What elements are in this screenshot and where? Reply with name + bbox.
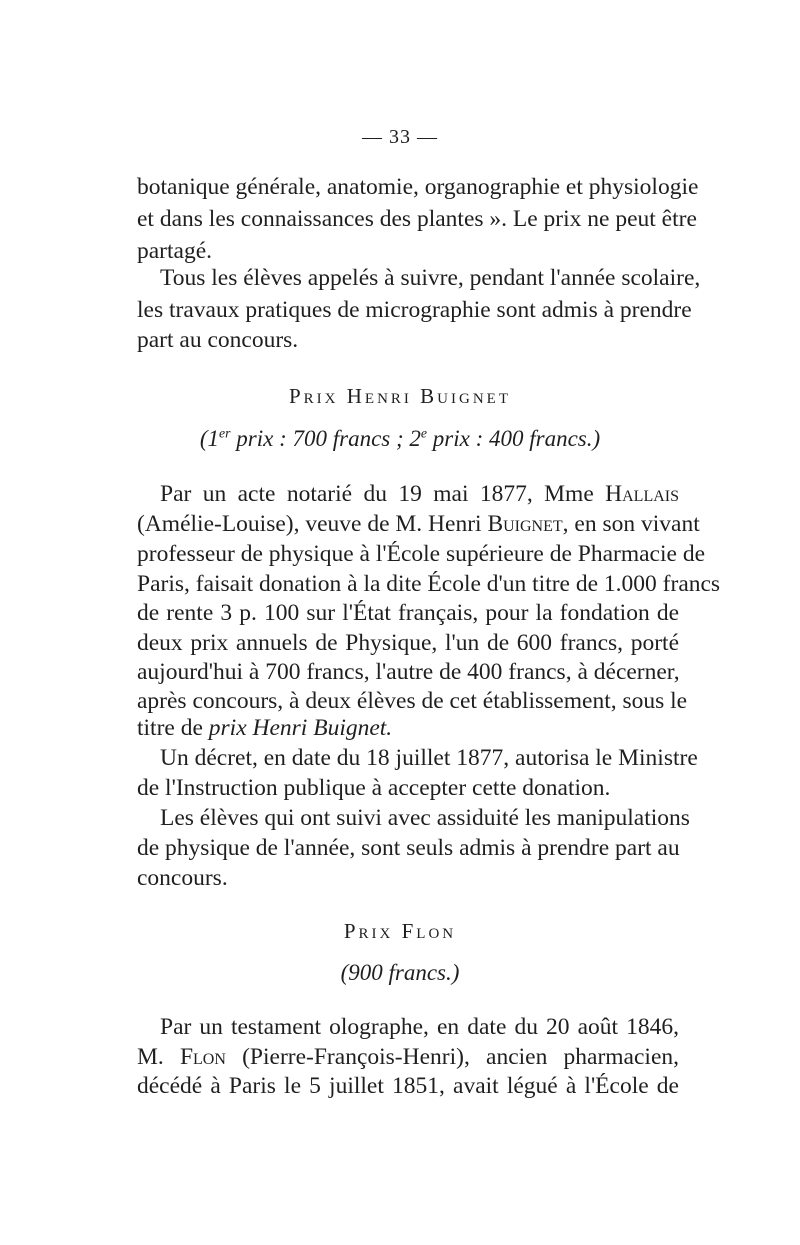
paragraph-line: Par un acte notarié du 19 mai 1877, Mme Hallais: [160, 481, 679, 507]
paragraph-line: et dans les connaissances des plantes ». Le prix ne peut être: [137, 206, 697, 232]
paragraph-line: Par un testament olographe, en date du 20 août 1846,: [160, 1014, 679, 1040]
section-heading-flon: Prix Flon: [343, 919, 457, 943]
paragraph-line: après concours, à deux élèves de cet établissement, sous le: [137, 688, 688, 714]
paragraph-line: partagé.: [137, 238, 213, 264]
paragraph-line: de rente 3 p. 100 sur l'État français, pour la fondation de: [137, 600, 679, 626]
paragraph-line: de physique de l'année, sont seuls admis à prendre part au: [137, 835, 680, 861]
paragraph-line: de l'Instruction publique à accepter cette donation.: [137, 775, 611, 801]
paragraph-line: (Amélie-Louise), veuve de M. Henri Buignet, en son vivant: [137, 511, 700, 537]
paragraph-line: Les élèves qui ont suivi avec assiduité les manipulations: [160, 805, 690, 831]
paragraph-line: Un décret, en date du 18 juillet 1877, autorisa le Ministre: [160, 745, 698, 771]
paragraph-line: concours.: [137, 865, 228, 891]
paragraph-line: deux prix annuels de Physique, l'un de 600 francs, porté: [137, 630, 679, 656]
page-number: — 33 —: [362, 126, 438, 148]
paragraph-line: M. Flon (Pierre-François-Henri), ancien pharmacien,: [137, 1044, 679, 1070]
paragraph-line: professeur de physique à l'École supérieure de Pharmacie de: [137, 541, 706, 567]
paragraph-line: décédé à Paris le 5 juillet 1851, avait légué à l'École de: [137, 1073, 679, 1099]
paragraph-line: titre de prix Henri Buignet.: [137, 715, 393, 741]
paragraph-line: part au concours.: [137, 327, 299, 353]
person-name: Buignet: [487, 511, 563, 537]
paragraph-line: botanique générale, anatomie, organographie et physiologie: [137, 174, 699, 200]
paragraph-line: Paris, faisait donation à la dite École d'un titre de 1.000 francs: [137, 571, 721, 597]
paragraph-line: les travaux pratiques de micrographie sont admis à prendre: [137, 297, 692, 323]
paragraph-line: Tous les élèves appelés à suivre, pendant l'année scolaire,: [160, 265, 701, 291]
section-subtitle-buignet: (1er prix : 700 francs ; 2e prix : 400 francs.): [199, 425, 601, 451]
person-name: Hallais: [605, 481, 679, 507]
paragraph-line: aujourd'hui à 700 francs, l'autre de 400 francs, à décerner,: [137, 659, 680, 685]
prize-title: prix Henri Buignet.: [208, 715, 393, 741]
section-heading-buignet: Prix Henri Buignet: [289, 384, 511, 408]
person-name: Flon: [179, 1044, 226, 1070]
section-subtitle-flon: (900 francs.): [340, 960, 460, 985]
